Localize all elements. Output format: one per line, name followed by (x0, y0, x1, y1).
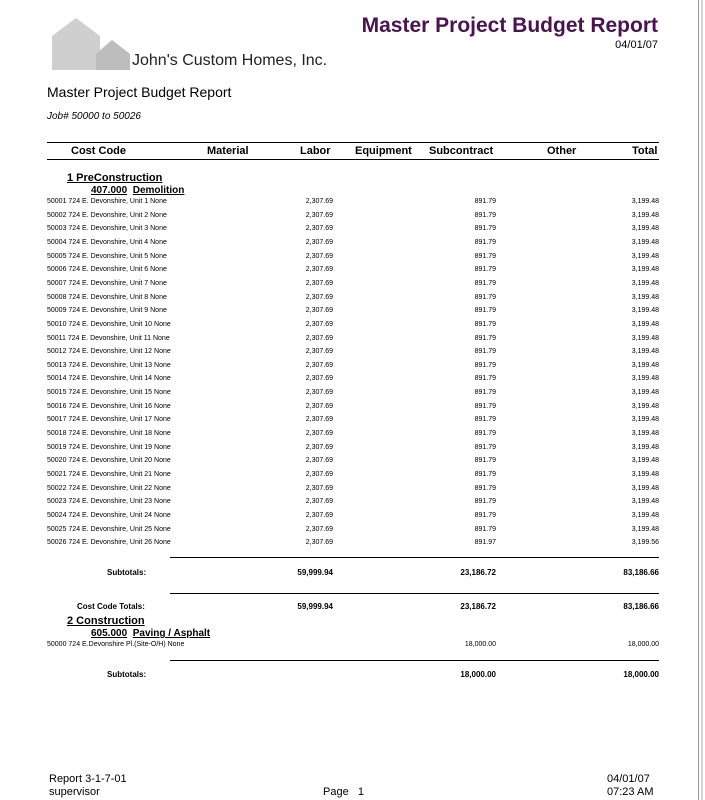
row-total: 3,199.48 (631, 416, 659, 424)
row-description: 50011 724 E. Devonshire, Unit 11 None (47, 334, 170, 342)
row-labor: 2,307.69 (305, 375, 333, 383)
row-total: 3,199.48 (631, 252, 659, 260)
subtotal-total: 18,000.00 (623, 670, 659, 679)
cost-code-totals-total: 83,186.66 (623, 602, 659, 611)
subtotal-labor: 59,999.94 (297, 568, 333, 577)
row-total: 3,199.48 (631, 375, 659, 383)
page-label: Page (323, 786, 349, 798)
job-range: Job# 50000 to 50026 (47, 111, 141, 122)
table-row (0, 403, 705, 416)
subtotal-total: 83,186.66 (623, 568, 659, 577)
cost-code-heading (91, 628, 210, 639)
row-description: 50020 724 E. Devonshire, Unit 20 None (47, 457, 171, 465)
row-total: 3,199.48 (631, 334, 659, 342)
row-total: 3,199.48 (631, 348, 659, 356)
cost-code-number: 407.000 (91, 185, 128, 196)
row-total: 3,199.48 (631, 457, 659, 465)
row-description: 50021 724 E. Devonshire, Unit 21 None (47, 471, 171, 478)
row-subcontract: 891.79 (474, 252, 496, 260)
row-subcontract: 891.79 (474, 279, 496, 287)
table-row (0, 294, 705, 307)
col-total: Total (632, 145, 658, 157)
cost-code-name: Paving / Asphalt (132, 628, 211, 639)
row-description: 50001 724 E. Devonshire, Unit 1 None (47, 198, 167, 205)
table-row (0, 389, 705, 402)
row-total: 3,199.48 (631, 443, 659, 451)
row-total: 3,199.48 (631, 307, 659, 315)
row-description: 50017 724 E. Devonshire, Unit 17 None (47, 416, 171, 424)
row-total: 3,199.48 (631, 293, 659, 301)
table-row (0, 239, 705, 252)
row-description: 50016 724 E. Devonshire, Unit 16 None (47, 402, 171, 410)
row-labor: 2,307.69 (305, 511, 333, 519)
row-description: 50023 724 E. Devonshire, Unit 23 None (47, 498, 171, 506)
footer-time: 07:23 AM (607, 786, 654, 798)
row-subcontract: 891.79 (474, 430, 496, 438)
row-subcontract: 891.79 (474, 498, 496, 506)
row-subcontract: 891.79 (474, 334, 496, 342)
cost-code-totals-rule (170, 593, 659, 594)
company-name: John's Custom Homes, Inc. (132, 52, 328, 69)
row-labor: 2,307.69 (305, 443, 333, 451)
row-subcontract: 891.79 (474, 416, 496, 424)
row-labor: 2,307.69 (305, 361, 333, 369)
row-labor: 2,307.69 (305, 471, 333, 478)
row-total: 3,199.48 (631, 498, 659, 506)
col-labor: Labor (300, 145, 331, 157)
row-description: 50019 724 E. Devonshire, Unit 19 None (47, 443, 171, 451)
row-total: 18,000.00 (627, 641, 659, 648)
row-labor: 2,307.69 (305, 238, 333, 246)
row-labor: 2,307.69 (305, 279, 333, 287)
row-subcontract: 18,000.00 (464, 641, 496, 648)
row-total: 3,199.48 (631, 279, 659, 287)
row-subcontract: 891.79 (474, 225, 496, 233)
row-description: 50004 724 E. Devonshire, Unit 4 None (47, 238, 167, 246)
row-description: 50009 724 E. Devonshire, Unit 9 None (47, 307, 167, 315)
row-labor: 2,307.69 (305, 389, 333, 397)
cost-code-number: 605.000 (91, 628, 128, 639)
row-labor: 2,307.69 (305, 430, 333, 438)
row-subcontract: 891.79 (474, 484, 496, 492)
row-total: 3,199.56 (631, 539, 659, 547)
row-labor: 2,307.69 (305, 498, 333, 506)
row-description: 50003 724 E. Devonshire, Unit 3 None (47, 225, 167, 233)
row-labor: 2,307.69 (305, 402, 333, 410)
row-description: 50015 724 E. Devonshire, Unit 15 None (47, 389, 171, 397)
report-subtitle: Master Project Budget Report (47, 84, 232, 100)
table-row (0, 457, 705, 470)
row-labor: 2,307.69 (305, 211, 333, 219)
row-description: 50013 724 E. Devonshire, Unit 13 None (47, 361, 171, 369)
report-title: Master Project Budget Report (361, 14, 658, 37)
table-row (0, 471, 705, 484)
table-row (0, 348, 705, 361)
header-date: 04/01/07 (615, 39, 658, 51)
row-description: 50000 724 E.Devonshire Pl.(Site-O/H) None (47, 641, 185, 648)
table-row (0, 641, 705, 654)
row-labor: 2,307.69 (305, 348, 333, 356)
subtotal-label: Subtotals: (107, 568, 147, 577)
subtotal-subcontract: 23,186.72 (460, 568, 496, 577)
row-total: 3,199.48 (631, 320, 659, 328)
footer-user: supervisor (49, 786, 100, 798)
row-description: 50014 724 E. Devonshire, Unit 14 None (47, 375, 171, 383)
row-total: 3,199.48 (631, 402, 659, 410)
row-description: 50007 724 E. Devonshire, Unit 7 None (47, 279, 167, 287)
section-title: 2 Construction (67, 615, 145, 627)
row-subcontract: 891.79 (474, 211, 496, 219)
row-total: 3,199.48 (631, 238, 659, 246)
table-row (0, 498, 705, 511)
row-labor: 2,307.69 (305, 320, 333, 328)
footer-date: 04/01/07 (607, 773, 650, 785)
header-rule-bottom (47, 159, 659, 160)
row-total: 3,199.48 (631, 266, 659, 274)
row-subcontract: 891.79 (474, 525, 496, 533)
footer-report-id: Report 3-1-7-01 (49, 773, 127, 785)
row-labor: 2,307.69 (305, 457, 333, 465)
col-equipment: Equipment (355, 145, 412, 157)
footer-page (323, 786, 364, 798)
table-row (0, 335, 705, 348)
row-description: 50022 724 E. Devonshire, Unit 22 None (47, 484, 171, 492)
col-cost-code: Cost Code (71, 145, 126, 157)
row-subcontract: 891.79 (474, 266, 496, 274)
subtotal-label: Subtotals: (107, 670, 147, 679)
row-subcontract: 891.79 (474, 471, 496, 478)
row-subcontract: 891.79 (474, 320, 496, 328)
row-total: 3,199.48 (631, 430, 659, 438)
row-description: 50025 724 E. Devonshire, Unit 25 None (47, 525, 171, 533)
table-row (0, 307, 705, 320)
row-subcontract: 891.79 (474, 375, 496, 383)
row-description: 50012 724 E. Devonshire, Unit 12 None (47, 348, 171, 356)
row-labor: 2,307.69 (305, 293, 333, 301)
row-description: 50002 724 E. Devonshire, Unit 2 None (47, 211, 167, 219)
table-row (0, 198, 705, 211)
row-labor: 2,307.69 (305, 225, 333, 233)
row-total: 3,199.48 (631, 471, 659, 478)
table-row (0, 212, 705, 225)
table-row (0, 280, 705, 293)
row-subcontract: 891.79 (474, 361, 496, 369)
row-subcontract: 891.79 (474, 443, 496, 451)
row-labor: 2,307.69 (305, 198, 333, 205)
row-labor: 2,307.69 (305, 539, 333, 547)
row-subcontract: 891.79 (474, 402, 496, 410)
row-subcontract: 891.79 (474, 198, 496, 205)
row-description: 50006 724 E. Devonshire, Unit 6 None (47, 266, 167, 274)
row-total: 3,199.48 (631, 484, 659, 492)
row-subcontract: 891.79 (474, 293, 496, 301)
row-total: 3,199.48 (631, 211, 659, 219)
row-description: 50018 724 E. Devonshire, Unit 18 None (47, 430, 171, 438)
cost-code-heading (91, 185, 184, 196)
row-total: 3,199.48 (631, 389, 659, 397)
row-labor: 2,307.69 (305, 307, 333, 315)
table-row (0, 362, 705, 375)
cost-code-name: Demolition (132, 185, 185, 196)
subtotal-subcontract: 18,000.00 (460, 670, 496, 679)
row-subcontract: 891.79 (474, 457, 496, 465)
table-row (0, 526, 705, 539)
cost-code-totals-label: Cost Code Totals: (77, 602, 145, 611)
table-row (0, 253, 705, 266)
table-row (0, 225, 705, 238)
company-logo (50, 16, 132, 70)
row-total: 3,199.48 (631, 225, 659, 233)
row-labor: 2,307.69 (305, 252, 333, 260)
row-total: 3,199.48 (631, 198, 659, 205)
row-total: 3,199.48 (631, 525, 659, 533)
row-subcontract: 891.79 (474, 511, 496, 519)
col-other: Other (547, 145, 577, 157)
cost-code-totals-subcontract: 23,186.72 (460, 602, 496, 611)
table-row (0, 539, 705, 552)
table-row (0, 485, 705, 498)
row-labor: 2,307.69 (305, 266, 333, 274)
header-rule-top (47, 142, 659, 143)
table-row (0, 375, 705, 388)
row-description: 50005 724 E. Devonshire, Unit 5 None (47, 252, 167, 260)
col-material: Material (207, 145, 249, 157)
row-labor: 2,307.69 (305, 416, 333, 424)
table-row (0, 512, 705, 525)
table-row (0, 430, 705, 443)
table-row (0, 416, 705, 429)
table-row (0, 266, 705, 279)
table-row (0, 444, 705, 457)
table-row (0, 321, 705, 334)
row-description: 50008 724 E. Devonshire, Unit 8 None (47, 293, 167, 301)
row-labor: 2,307.69 (305, 525, 333, 533)
row-subcontract: 891.79 (474, 238, 496, 246)
subtotal-rule (170, 557, 659, 558)
row-subcontract: 891.79 (474, 307, 496, 315)
section-title: 1 PreConstruction (67, 172, 163, 184)
row-subcontract: 891.97 (474, 539, 496, 547)
row-total: 3,199.48 (631, 511, 659, 519)
row-description: 50026 724 E. Devonshire, Unit 26 None (47, 539, 171, 547)
subtotal-rule (170, 660, 659, 661)
cost-code-totals-labor: 59,999.94 (297, 602, 333, 611)
row-total: 3,199.48 (631, 361, 659, 369)
row-description: 50024 724 E. Devonshire, Unit 24 None (47, 511, 171, 519)
row-subcontract: 891.79 (474, 389, 496, 397)
row-labor: 2,307.69 (305, 484, 333, 492)
row-labor: 2,307.69 (305, 334, 333, 342)
page-number: 1 (357, 786, 364, 798)
row-description: 50010 724 E. Devonshire, Unit 10 None (47, 320, 171, 328)
row-subcontract: 891.79 (474, 348, 496, 356)
col-subcontract: Subcontract (429, 145, 494, 157)
